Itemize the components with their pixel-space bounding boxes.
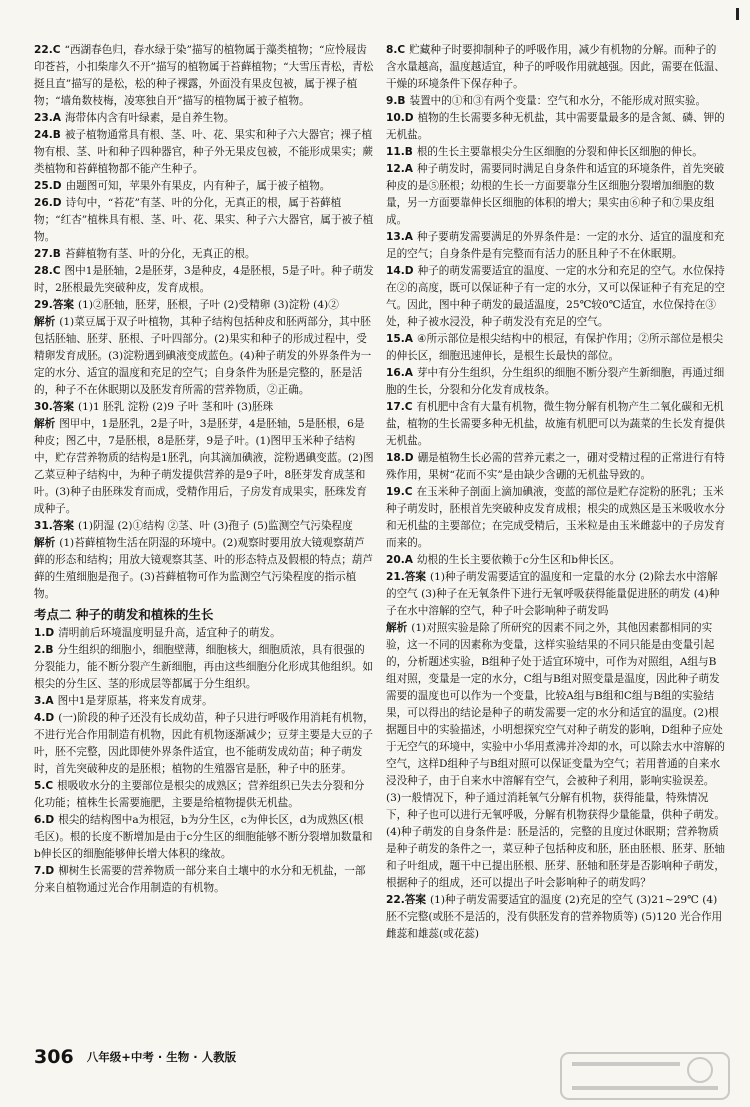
page-footer — [34, 1046, 236, 1068]
right-column — [386, 42, 726, 1042]
answer-text: (一)阶段的种子还没有长成幼苗，种子只进行呼吸作用消耗有机物，不进行光合作用制造有机物，因此有机物逐渐减少；豆芽主要是大豆的子叶，胚不完整，因此即使外界条件适宜，也不能萌发成幼苗；种子萌发时，首先突破种皮的是胚根；植物的生殖器官是胚，种子中的胚芽。 — [34, 712, 374, 775]
answer-text: 装置中的①和③有两个变量：空气和水分，不能形成对照实验。 — [409, 95, 707, 107]
answer-text: 清明前后环境温度明显升高，适宜种子的萌发。 — [58, 627, 281, 639]
answer-text: 植物的生长需要多种无机盐，其中需要量最多的是含氮、磷、钾的无机盐。 — [386, 112, 725, 141]
answer-entry — [34, 693, 374, 710]
corner-mark — [734, 6, 744, 24]
question-number: 6.D — [34, 814, 55, 826]
answer-text: 分生组织的细胞小，细胞壁薄，细胞核大，细胞质浓，具有很强的分裂能力，能不断分裂产生新细胞，再由这些细胞分化形成其他组织。如根尖的分生区、茎的形成层等都属于分生组织。 — [34, 644, 373, 690]
answer-entry — [34, 178, 374, 195]
question-number: 31.答案 — [34, 520, 74, 532]
answer-entry — [34, 263, 374, 297]
answer-text: 在玉米种子剖面上滴加碘液，变蓝的部位是贮存淀粉的胚乳；玉米种子萌发时，胚根首先突破种皮发育成根；根尖的成熟区是玉米吸收水分和无机盐的主要部位；在完成受精后，玉米粒是由玉米雌蕊中的子房发育而来的。 — [386, 486, 725, 549]
answer-text: 由题图可知，苹果外有果皮，内有种子，属于被子植物。 — [65, 180, 331, 192]
answer-text: 根的生长主要靠根尖分生区细胞的分裂和伸长区细胞的伸长。 — [416, 146, 703, 158]
answer-text: ④所示部位是根尖结构中的根冠，有保护作用；②所示部位是根尖的伸长区，细胞迅速伸长，是根生长最快的部位。 — [386, 333, 724, 362]
answer-entry — [34, 710, 374, 778]
answer-text: 诗句中，“苔花”有茎、叶的分化，无真正的根，属于苔藓植物；“红杏”植株具有根、茎、叶、花、果实、种子六大器官，属于被子植物。 — [34, 197, 374, 243]
answer-entry — [386, 144, 726, 161]
question-number: 13.A — [386, 231, 413, 243]
answer-text: 柳树生长需要的营养物质一部分来自土壤中的水分和无机盐，一部分来自植物通过光合作用制造的有机物。 — [34, 865, 366, 894]
answer-entry — [386, 484, 726, 552]
answer-text: (1)阴湿 (2)①结构 ②茎、叶 (3)孢子 (5)监测空气污染程度 — [77, 520, 353, 532]
answer-text: (1)②胚轴，胚芽，胚根，子叶 (2)受精卵 (3)淀粉 (4)② — [77, 299, 339, 311]
answer-entry — [386, 892, 726, 943]
question-number: 19.C — [386, 486, 413, 498]
question-number: 4.D — [34, 712, 55, 724]
answer-entry — [34, 778, 374, 812]
answer-entry — [34, 399, 374, 416]
answer-entry — [34, 127, 374, 178]
question-number: 29.答案 — [34, 299, 74, 311]
question-number: 10.D — [386, 112, 414, 124]
answer-entry — [386, 110, 726, 144]
question-number: 11.B — [386, 146, 413, 158]
question-number: 16.A — [386, 367, 413, 379]
answer-entry — [386, 450, 726, 484]
question-number: 28.C — [34, 265, 61, 277]
answer-entry — [386, 569, 726, 620]
answer-text: 种子萌发时，需要同时满足自身条件和适宜的环境条件，首先突破种皮的是⑤胚根；幼根的生长一方面要靠分生区细胞分裂增加细胞的数量，另一方面要靠伸长区细胞的体积的增大；果实由⑥种子和⑦果皮组成。 — [386, 163, 725, 226]
question-number: 18.D — [386, 452, 414, 464]
answer-entry — [34, 314, 374, 399]
answer-entry — [386, 331, 726, 365]
answer-text: 根吸收水分的主要部位是根尖的成熟区；营养组织已失去分裂和分化功能；植株生长需要施肥，主要是给植物提供无机盐。 — [34, 780, 365, 809]
question-number: 3.A — [34, 695, 54, 707]
answer-entry — [386, 552, 726, 569]
section-title: 考点二 种子的萌发和植株的生长 — [34, 607, 214, 622]
answer-text: 图中1是芽原基，将来发育成芽。 — [57, 695, 213, 707]
answer-entry — [34, 625, 374, 642]
answer-text: 种子的萌发需要适宜的温度、一定的水分和充足的空气。水位保持在②的高度，既可以保证种子有一定的水分，又可以保证种子有充足的空气。因此，图中种子萌发的最适温度，25℃较0℃适宜，水位保持在③处，种子被水浸没，种子萌发没有充足的空气。 — [386, 265, 725, 328]
answer-text: 图中1是胚轴，2是胚芽，3是种皮，4是胚根，5是子叶。种子萌发时，2胚根最先突破种皮，发育成根。 — [34, 265, 374, 294]
answer-text: 图甲中，1是胚乳，2是子叶，3是胚芽，4是胚轴，5是胚根，6是种皮；图乙中，7是胚根，8是胚芽，9是子叶。(1)图甲玉米种子结构中，贮存营养物质的结构是1胚乳，向其滴加碘液，淀粉遇碘变蓝。(2)图乙菜豆种子结构中，为种子萌发提供营养的是9子叶，8胚芽发育成茎和叶。(3)种子由胚珠发育而成，受精作用后，子房发育成果实，胚珠发育成种子。 — [34, 418, 374, 515]
answer-entry — [34, 812, 374, 863]
answer-entry — [34, 416, 374, 518]
question-number: 解析 — [386, 622, 408, 634]
question-number: 21.答案 — [386, 571, 426, 583]
answer-entry — [386, 161, 726, 229]
answer-entry — [34, 642, 374, 693]
question-number: 30.答案 — [34, 401, 74, 413]
answer-text: (1)1 胚乳 淀粉 (2)9 子叶 茎和叶 (3)胚珠 — [77, 401, 274, 413]
question-number: 2.B — [34, 644, 54, 656]
question-number: 27.B — [34, 248, 61, 260]
answer-entry — [386, 399, 726, 450]
left-column — [34, 42, 374, 1042]
answer-entry — [386, 229, 726, 263]
question-number: 解析 — [34, 537, 56, 549]
question-number: 26.D — [34, 197, 62, 209]
answer-text: (1)种子萌发需要适宜的温度 (2)充足的空气 (3)21~29℃ (4)胚不完整(或胚不是活的，没有供胚发育的营养物质等) (5)120 光合作用 雌蕊和雄蕊(或花蕊) — [386, 894, 723, 940]
answer-text: (1)苔藓植物生活在阴湿的环境中。(2)观察时要用放大镜观察葫芦藓的形态和结构；用放大镜观察其茎、叶的形态特点及假根的特点；葫芦藓的生殖细胞是孢子。(3)苔藓植物可作为监测空气污染程度的指示植物。 — [34, 537, 373, 600]
question-number: 22.答案 — [386, 894, 426, 906]
answer-text: 芽中有分生组织，分生组织的细胞不断分裂产生新细胞，再通过细胞的生长，分裂和分化发育成枝条。 — [386, 367, 725, 396]
answer-text: 海带体内含有叶绿素，是自养生物。 — [64, 112, 235, 124]
answer-text: 苔藓植物有茎、叶的分化，无真正的根。 — [64, 248, 256, 260]
answer-entry — [34, 535, 374, 603]
question-number: 7.D — [34, 865, 55, 877]
question-number: 24.B — [34, 129, 61, 141]
question-number: 20.A — [386, 554, 413, 566]
answer-entry — [34, 246, 374, 263]
answer-entry — [34, 195, 374, 246]
answer-text: 根尖的结构图中a为根冠，b为分生区，c为伸长区，d为成熟区(根毛区)。根的长度不断增加是由于c分生区的细胞能够不断分裂增加数量和b伸长区的细胞能够伸长增大体积的缘故。 — [34, 814, 373, 860]
answer-entry — [386, 93, 726, 110]
question-number: 17.C — [386, 401, 413, 413]
question-number: 9.B — [386, 95, 406, 107]
answer-entry — [34, 110, 374, 127]
answer-text: 幼根的生长主要依赖于c分生区和b伸长区。 — [416, 554, 621, 566]
question-number: 5.C — [34, 780, 54, 792]
answer-entry — [386, 620, 726, 892]
answer-text: (1)对照实验是除了所研究的因素不同之外，其他因素都相同的实验，这一不同的因素称为变量，这样实验结果的不同只能是由变量引起的，分析题述实验，B组种子处于适宜环境中，可作为对照组，A组与B组对照，变量是一定的水分，C组与B组对照变量是温度，因此种子萌发需要的温度也可以作为一个变量，比较A组与B组和C组与B组的实验结果，可以得出的结论是种子的萌发需要一定的水分和适宜的温度。(2)根据题目中的实验描述，小明想探究空气对种子萌发的影响，D组种子应处于无空气的环境中，实验中小华用煮沸并冷却的水，可以除去水中溶解的空气，这样D组种子与B组对照可以保证变量为空气；若用普通的自来水浸没种子，由于自来水中溶解有空气，会被种子利用，影响实验误差。(3)一般情况下，种子通过消耗氧气分解有机物，获得能量，特殊情况下，种子也可以进行无氧呼吸，分解有机物获得少量能量，供种子萌发。(4)种子萌发的自身条件是：胚是活的，完整的且度过休眠期；营养物质是种子萌发的条件之一，菜豆种子包括种皮和胚，胚由胚根、胚芽、胚轴和子叶组成，题干中已提出胚根、胚芽、胚轴和胚芽是否影响种子萌发，根据种子的组成，还可以提出子叶会影响种子的萌发吗？ — [386, 622, 725, 889]
question-number: 23.A — [34, 112, 61, 124]
question-number: 解析 — [34, 418, 56, 430]
answer-entry — [34, 42, 374, 110]
answer-entry — [386, 263, 726, 331]
book-label: 八年级+中考 · 生物 · 人教版 — [86, 1050, 237, 1064]
answer-text: (1)菜豆属于双子叶植物，其种子结构包括种皮和胚两部分，其中胚包括胚轴、胚芽、胚根、子叶四部分。(2)果实和种子的形成过程中，受精卵发育成胚。(3)淀粉遇到碘液变成蓝色。(4)种子萌发的外界条件为一定的水分、适宜的温度和充足的空气；自身条件为胚是完整的，胚是活的，种子不在休眠期以及胚发育所需的营养物质，②正确。 — [34, 316, 372, 396]
question-number: 25.D — [34, 180, 62, 192]
question-number: 12.A — [386, 163, 413, 175]
answer-text: 贮藏种子时要抑制种子的呼吸作用，减少有机物的分解。而种子的含水量越高，温度越适宜，种子的呼吸作用就越强。因此，需要在低温、干燥的环境条件下保存种子。 — [386, 44, 725, 90]
question-number: 22.C — [34, 44, 61, 56]
answer-entry — [34, 518, 374, 535]
answer-entry — [34, 863, 374, 897]
answer-entry — [386, 42, 726, 93]
question-number: 1.D — [34, 627, 55, 639]
answer-entry — [386, 365, 726, 399]
question-number: 14.D — [386, 265, 414, 277]
page-number: 306 — [34, 1046, 74, 1068]
answer-text: 被子植物通常具有根、茎、叶、花、果实和种子六大器官；裸子植物有根、茎、叶和种子四种器官，种子外无果皮包被，不能形成果实；蕨类植物和苔藓植物都不能产生种子。 — [34, 129, 373, 175]
question-number: 8.C — [386, 44, 406, 56]
question-number: 15.A — [386, 333, 413, 345]
answer-text: (1)种子萌发需要适宜的温度和一定量的水分 (2)除去水中溶解的空气 (3)种子在无氧条件下进行无氧呼吸获得能量促进胚的萌发 (4)种子在水中溶解的空气，种子叶会影响种子萌发吗 — [386, 571, 720, 617]
answer-text: 硼是植物生长必需的营养元素之一，硼对受精过程的正常进行有特殊作用，果树“花而不实”是由缺少含硼的无机盐导致的。 — [386, 452, 725, 481]
watermark-logo — [560, 1052, 730, 1100]
answer-text: “西湖春色归，春水绿于染”描写的植物属于藻类植物；“应怜屐齿印苍苔，小扣柴扉久不开”描写的植物属于苔藓植物；“大雪压青松，青松挺且直”描写的是松，松的种子裸露，外面没有果皮包被，属于裸子植物；“墙角数枝梅，凌寒独自开”描写的植物属于被子植物。 — [34, 44, 374, 107]
question-number: 解析 — [34, 316, 56, 328]
answer-text: 有机肥中含有大量有机物，微生物分解有机物产生二氧化碳和无机盐，植物的生长需要多种无机盐，故施有机肥可以为蔬菜的生长发育提供无机盐。 — [386, 401, 725, 447]
answer-entry — [34, 297, 374, 314]
answer-text: 种子要萌发需要满足的外界条件是：一定的水分、适宜的温度和充足的空气；自身条件是有完整而有活力的胚且种子不在休眠期。 — [386, 231, 725, 260]
